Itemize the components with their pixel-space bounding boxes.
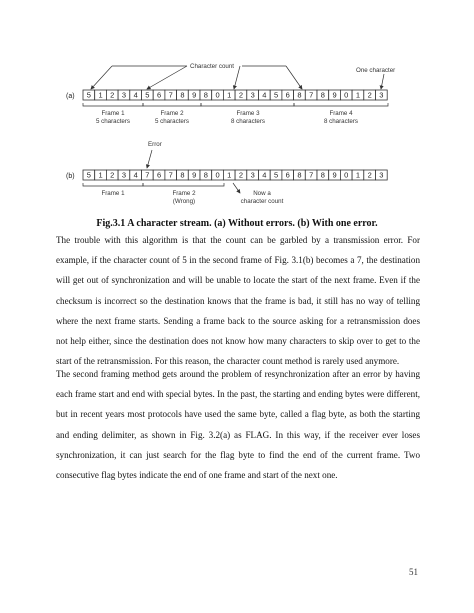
row-a-label: (a): [66, 93, 75, 100]
frame-detail: (Wrong): [172, 198, 196, 205]
stream-cell-value: 3: [250, 90, 255, 100]
stream-cell-value: 1: [227, 170, 232, 180]
stream-cell-value: 8: [203, 90, 208, 100]
row-b-cells: [83, 170, 387, 180]
stream-cell-value: 9: [332, 170, 337, 180]
stream-cell-value: 5: [86, 90, 91, 100]
stream-cell-value: 4: [133, 170, 138, 180]
paragraph-1: The trouble with this algorithm is that the count can be garbled by a transmission error. For example, if the character count of 5 in the second frame of Fig. 3.1(b) becomes a 7, the destination will get out of synchronization and will be unable to locate the start of the next frame. Even if the checksum is incorrect so the destination knows that the frame is bad, it still has no way of telling where the next frame starts. Sending a frame back to the source asking for a retransmission does not help either, since the destination does not know how many characters to skip over to get to the start of the retransmission. For this reason, the character count method is rarely used anymore.: [56, 235, 420, 367]
frame-braces-a: [83, 103, 388, 106]
row-b-label: (b): [66, 173, 75, 180]
stream-cell-value: 1: [355, 90, 361, 100]
stream-cell-value: 4: [133, 90, 138, 100]
stream-cell-value: 0: [344, 90, 349, 100]
frame-detail: 8 characters: [230, 118, 266, 125]
stream-cell-value: 8: [180, 90, 185, 100]
stream-cell-value: 2: [238, 90, 244, 100]
stream-cell-value: 2: [238, 170, 244, 180]
frame-detail: 8 characters: [323, 118, 359, 125]
stream-cell-value: 2: [367, 90, 372, 100]
character-count-label: Character count: [190, 63, 235, 70]
stream-cell-value: 7: [168, 170, 173, 180]
stream-cell-value: 1: [227, 90, 232, 100]
stream-cell-value: 3: [379, 90, 384, 100]
stream-cell-value: 9: [192, 170, 197, 180]
frame-label: Now a: [253, 190, 271, 197]
stream-cell-value: 8: [297, 90, 302, 100]
frame-detail: character count: [240, 198, 284, 205]
frame-detail: 5 characters: [154, 118, 190, 125]
stream-cell-value: 9: [192, 90, 197, 100]
stream-cell-value: 3: [250, 170, 255, 180]
stream-cell-value: 7: [309, 170, 314, 180]
stream-cell-value: 2: [110, 170, 115, 180]
paragraph-2: The second framing method gets around the problem of resynchronization after an error by having each frame start and end with special bytes. In the past, the starting and ending bytes were different, but in recent years most protocols have used the same byte, called a flag byte, as both the starting and ending delimiter, as shown in Fig. 3.2(a) as FLAG. In this way, if the receiver ever loses synchronization, it can just search for the flag byte to find the end of the current frame. Two consecutive flag bytes indicate the end of one frame and start of the next one.: [56, 369, 420, 481]
stream-cell-value: 5: [145, 90, 150, 100]
stream-cell-value: 5: [273, 170, 279, 180]
stream-cell-value: 4: [262, 90, 267, 100]
frame-label: Frame 1: [101, 110, 125, 117]
stream-cell-value: 1: [98, 170, 103, 180]
character-stream-figure: [0, 0, 474, 215]
stream-cell-value: 0: [215, 90, 220, 100]
stream-cell-value: 4: [262, 170, 267, 180]
stream-cell-value: 6: [285, 90, 290, 100]
stream-cell-value: 9: [332, 90, 337, 100]
stream-cell-value: 7: [145, 170, 150, 180]
stream-cell-value: 6: [285, 170, 290, 180]
frame-label: Frame 3: [236, 110, 260, 117]
frame-labels-a: [96, 110, 358, 125]
frame-labels-b: [101, 190, 283, 205]
frame-label: Frame 1: [101, 190, 125, 197]
figure-caption: Fig.3.1 A character stream. (a) Without errors. (b) With one error.: [96, 218, 378, 229]
stream-cell-value: 3: [121, 90, 127, 100]
row-a-cells: [83, 90, 387, 100]
stream-cell-value: 8: [297, 170, 302, 180]
one-character-label: One character: [356, 67, 396, 74]
stream-cell-value: 5: [273, 90, 279, 100]
frame-label: Frame 4: [329, 110, 353, 117]
stream-cell-value: 8: [180, 170, 185, 180]
stream-cell-value: 1: [355, 170, 361, 180]
stream-cell-value: 8: [320, 170, 325, 180]
stream-cell-value: 3: [379, 170, 384, 180]
frame-detail: 5 characters: [95, 118, 131, 125]
stream-cell-value: 7: [309, 90, 314, 100]
stream-cell-value: 8: [203, 170, 208, 180]
error-label: Error: [148, 141, 162, 148]
stream-cell-value: 1: [98, 90, 103, 100]
stream-cell-value: 5: [86, 170, 91, 180]
stream-cell-value: 7: [168, 90, 173, 100]
frame-label: Frame 2: [160, 110, 184, 117]
stream-cell-value: 6: [156, 90, 162, 100]
stream-cell-value: 0: [215, 170, 220, 180]
page-number: 51: [409, 567, 418, 577]
stream-cell-value: 2: [110, 90, 115, 100]
frame-label: Frame 2: [172, 190, 196, 197]
stream-cell-value: 3: [121, 170, 127, 180]
stream-cell-value: 2: [367, 170, 372, 180]
stream-cell-value: 6: [156, 170, 162, 180]
stream-cell-value: 8: [320, 90, 325, 100]
stream-cell-value: 0: [344, 170, 349, 180]
